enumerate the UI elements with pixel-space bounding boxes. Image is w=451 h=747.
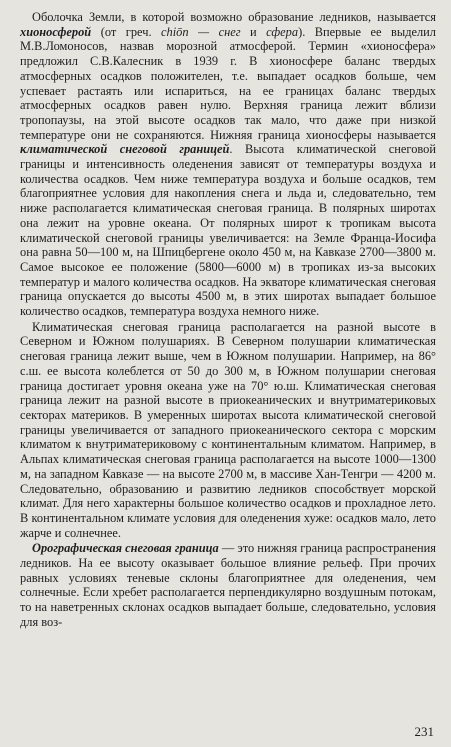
text-segment: Климатическая снеговая граница располагается на разной высоте в Северном и Южном полушариях. В Северном полушарии климатическая снеговая граница лежит выше, чем в Южном полушарии. Например, на 86° с.ш. ее высота колеблется от 50 до 300 м, в Южном полушарии снеговая граница достигает уровня океана уже на 70° ю.ш. Климатическая снеговая граница лежит на разной высоте в приокеанических и внутриматериковых секторах материков. В умеренных широтах высота климатической снеговой границы увеличивается от западного приокеанического сектора с морским климатом к внутриматериковому с континентальным климатом. Например, в Альпах климатическая снеговая граница располагается на высоте 1000—1300 м, на западном Кавказе — на высоте 2700 м, в массиве Хан-Тенгри — 4200 м. Следовательно, образованию и развитию ледников способствует морской климат. Для него характерны большое количество осадков и прохладное лето. В континентальном климате условия для оледенения хуже: осадков мало, лето жарче и солнечнее. — [20, 319, 436, 540]
etymology-italic: сфера — [266, 24, 299, 39]
etymology-italic: chiōn — снег — [161, 24, 241, 39]
term-climatic-snow-line: климатической снеговой границей — [20, 142, 230, 157]
term-orographic-snow-line: Орографическая снеговая граница — [32, 541, 219, 556]
paragraph-chionosphere — [20, 10, 436, 319]
paragraph-orographic-snow-line — [20, 541, 436, 629]
text-segment: ). Впервые ее выделил М.В.Ломоносов, назвав морозной атмосферой. Термин «хионосфера» предложил С.В.Калесник в 1939 г. В хионосфере баланс твердых атмосферных осадков положителен, т.е. выпадает осадков больше, чем успевает растаять или испариться, на ее границах баланс твердых атмосферных осадков равен нулю. Верхняя граница лежит вблизи тропопаузы, на этой высоте осадков так мало, что даже при низкой температуре они не сохраняются. Нижняя граница хионосферы называется — [20, 24, 436, 142]
text-segment: и — [240, 24, 267, 39]
text-segment: . Высота климатической снеговой границы и интенсивность оледенения зависят от температуры воздуха и количества осадков. Чем ниже температура воздуха и больше осадков, тем благоприятнее условия для накопления снега и льда и, следовательно, тем ниже располагается климатическая снеговая граница. В полярных широтах она лежит на уровне океана. От полярных широт к тропикам высота климатической снеговой границы увеличивается: на Земле Франца-Иосифа она равна 50—100 м, на Шпицбергене около 450 м, на Кавказе 2700—3800 м. Самое высокое ее положение (5800—6000 м) в тропиках из-за высоких температур и малого количества осадков. На экваторе климатическая снеговая граница опускается до высоты 4500 м, в этих широтах выпадает большое количество осадков, температура воздуха немного ниже. — [20, 142, 436, 319]
paragraph-hemispheres — [20, 320, 436, 541]
term-chionosphere: хионосферой — [20, 24, 92, 39]
page-number: 231 — [414, 724, 434, 739]
text-segment: (от греч. — [91, 24, 162, 39]
text-segment: Оболочка Земли, в которой возможно образование ледников, называется — [32, 10, 436, 24]
text-segment: — это нижняя граница распространения ледников. На ее высоту оказывает большое влияние рельеф. При прочих равных условиях теневые склоны благоприятнее для оледенения, чем солнечные. Если хребет располагается перпендикулярно воздушным потокам, то на наветренных склонах осадков выпадает больше, следовательно, условия для воз- — [20, 541, 436, 629]
